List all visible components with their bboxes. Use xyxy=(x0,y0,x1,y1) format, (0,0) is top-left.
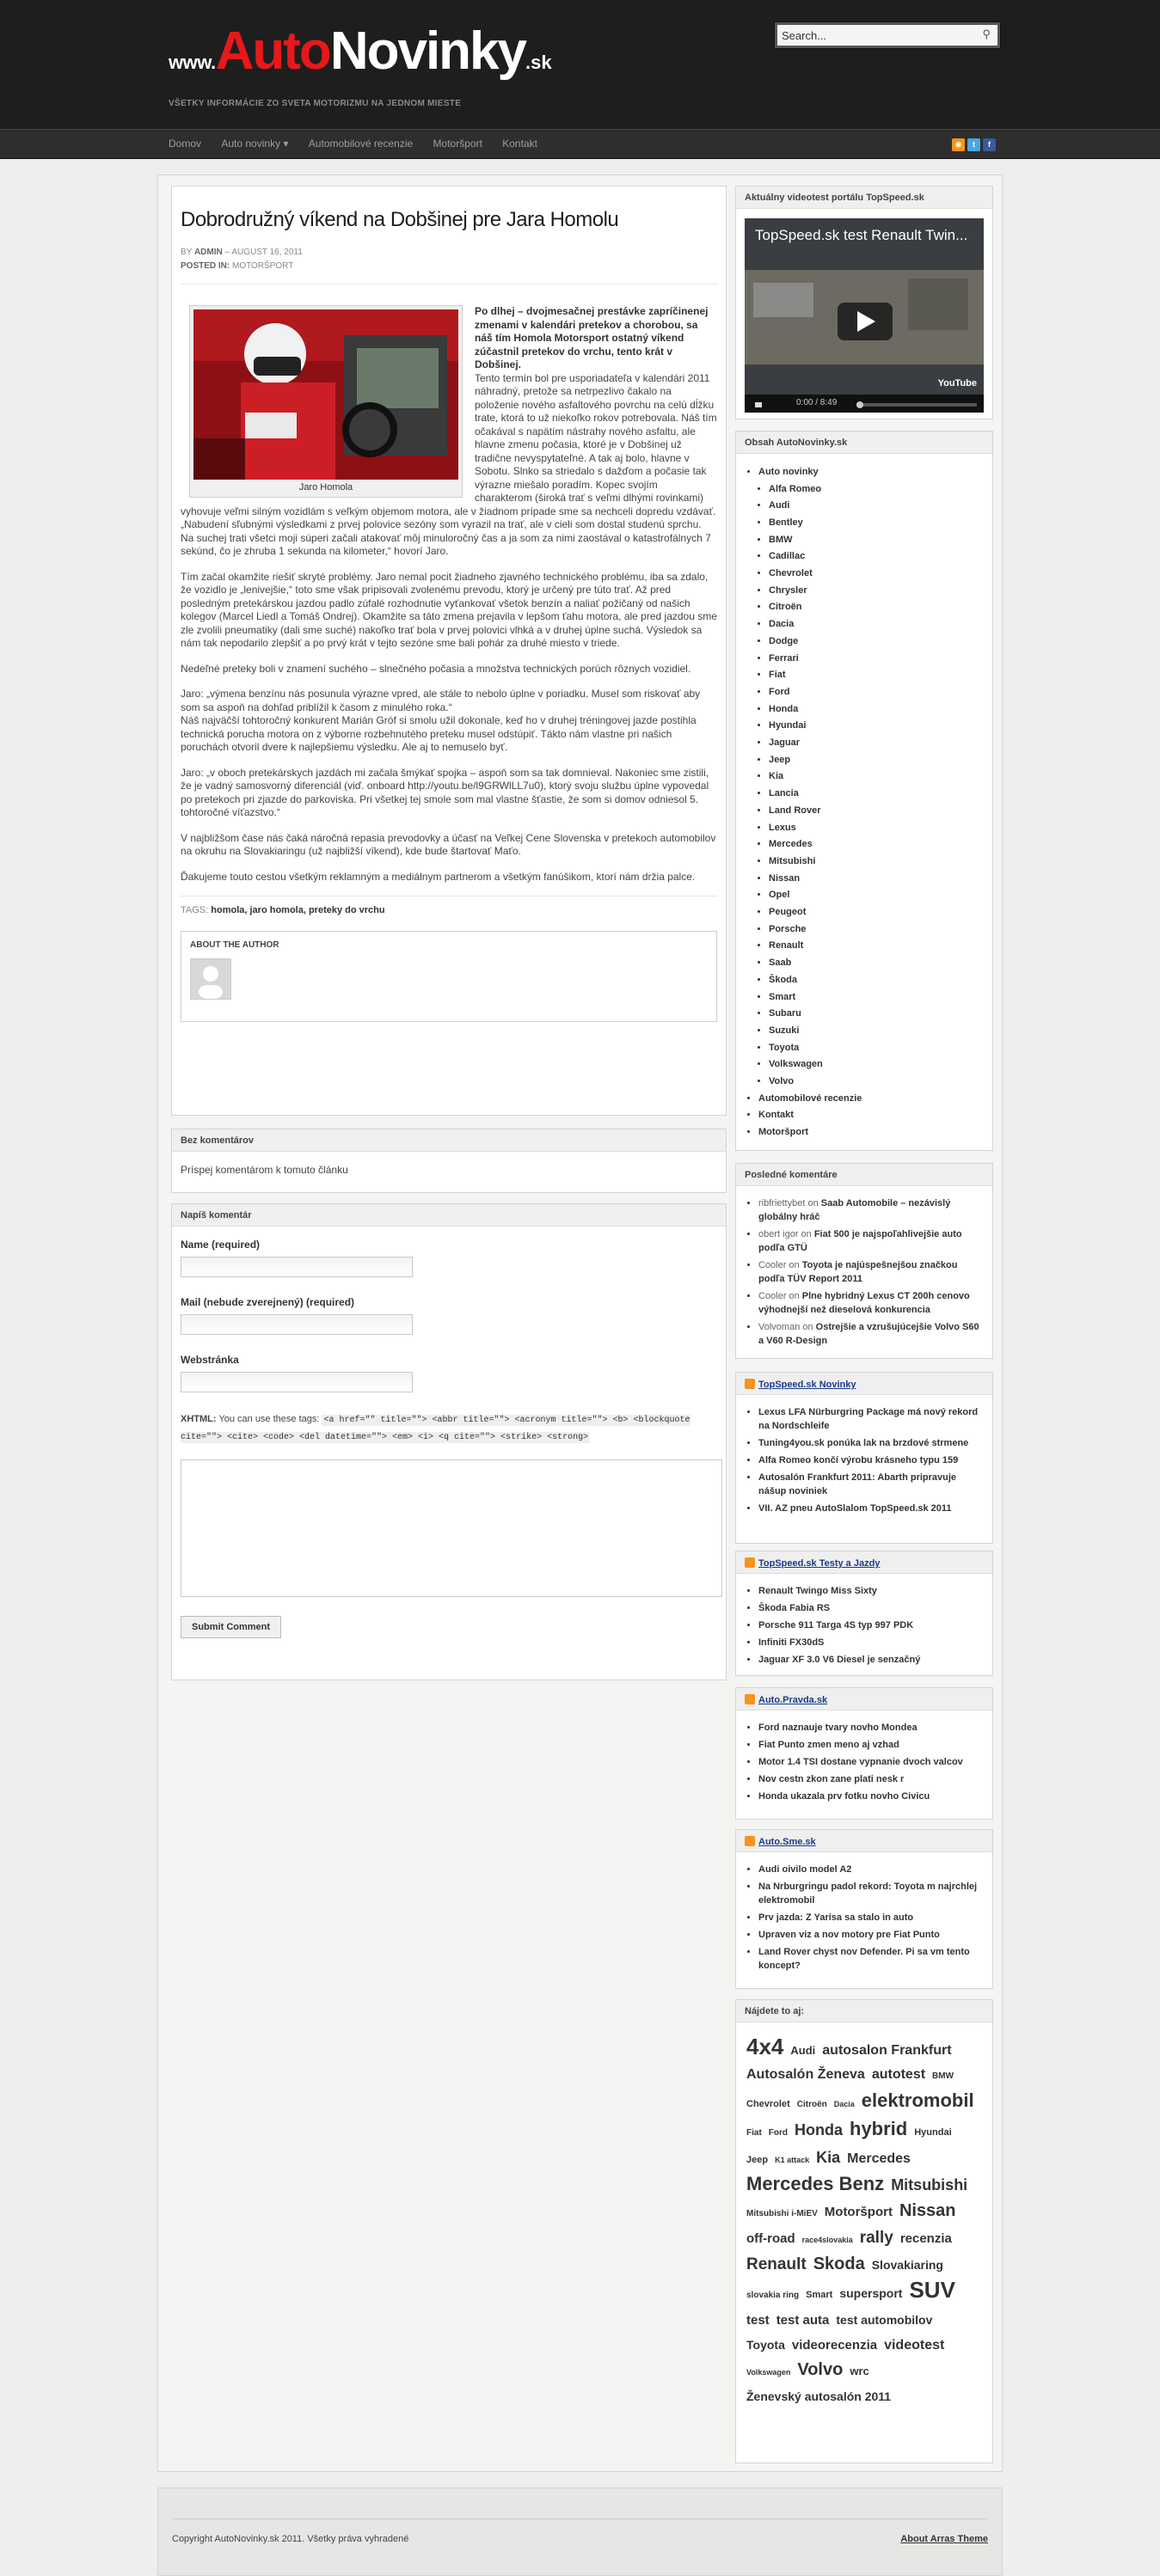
feed-item[interactable]: • Motor 1.4 TSI dostane vypnanie dvoch valcov xyxy=(758,1755,984,1769)
post-photo[interactable] xyxy=(193,309,458,480)
tag-link[interactable]: slovakia ring xyxy=(746,2291,800,2300)
recent-comment-item[interactable] xyxy=(758,1196,984,1224)
email-field[interactable] xyxy=(181,1314,413,1335)
recent-comment-item[interactable] xyxy=(758,1227,984,1255)
contents-heading: Obsah AutoNovinky.sk xyxy=(736,431,992,454)
tag-link[interactable]: Autosalón Ženeva xyxy=(746,2067,865,2082)
brand-item[interactable]: • Saab xyxy=(769,955,984,972)
post-paragraph: Jaro: „v oboch pretekárskych jazdách mi začala šmýkať spojka – aspoň som sa tak domnieval. Nakoniec sme zistili, že je vadný samosvorný diferenciál (viď. onboard http://youtu.be/l9GRWlLL7u0), ktorý svoju službu úplne vypovedal po pretekoch pri zjazde do parkoviska. Pri všetkej tej smole som mal vlastne šťastie, že som si domov odniesol 5. tohtoročné víťazstvo.“ xyxy=(181,766,709,818)
feed-widget xyxy=(735,1829,993,1989)
brand-item[interactable]: • Toyota xyxy=(769,1040,984,1057)
tag-link[interactable]: hybrid xyxy=(850,2118,908,2139)
comment-author: Cooler on xyxy=(758,1291,802,1301)
main-nav xyxy=(0,129,1160,159)
brand-item[interactable]: • Jeep xyxy=(769,752,984,769)
brand-item[interactable]: • Ford xyxy=(769,684,984,701)
feed-widget xyxy=(735,1551,993,1676)
name-field[interactable] xyxy=(181,1257,413,1277)
tag-link[interactable]: Chevrolet xyxy=(746,2099,790,2109)
feed-item[interactable]: • Alfa Romeo končí výrobu krásneho typu 159 xyxy=(758,1453,984,1467)
feed-list xyxy=(746,1721,984,1803)
tag-link[interactable]: Smart xyxy=(806,2290,833,2300)
brand-item[interactable]: • Audi xyxy=(769,498,984,515)
search-input[interactable] xyxy=(777,25,967,46)
name-label: Name (required) xyxy=(181,1239,261,1251)
comments-section xyxy=(171,1129,727,1193)
comment-post-link[interactable]: Toyota je najúspešnejšou značkou podľa TÜV Report 2011 xyxy=(758,1260,958,1284)
footer-theme-link[interactable]: About Arras Theme xyxy=(900,2534,988,2544)
tag-link[interactable]: Motoršport xyxy=(824,2205,893,2219)
brand-item[interactable]: • Alfa Romeo xyxy=(769,481,984,499)
form-heading: Napíš komentár xyxy=(172,1204,726,1227)
feed-widget xyxy=(735,1372,993,1544)
tag-link[interactable]: Ford xyxy=(768,2128,788,2138)
feed-widget xyxy=(735,1687,993,1820)
feed-item[interactable]: • Land Rover chyst nov Defender. Pi sa vm tento koncept? xyxy=(758,1945,984,1973)
social-icons xyxy=(949,138,996,151)
logo-novinky: Novinky xyxy=(329,21,526,81)
feed-item[interactable]: • Ford naznauje tvary novho Mondea xyxy=(758,1721,984,1735)
tag-link[interactable]: BMW xyxy=(932,2071,954,2081)
tagline: VŠETKY INFORMÁCIE ZO SVETA MOTORIZMU NA JEDNOM MIESTE xyxy=(169,99,462,108)
comment-textarea[interactable] xyxy=(181,1459,722,1597)
paragraph-text: Tento termín bol pre usporiadateľa v kalendári 2011 náhradný, pretože sa netrpezlivo čakalo na položenie nového asfaltového povrchu na celú dĺžku trate, ktorá to už niekoľko rokov potrebovala. Náš tím očakával s napätím nástrahy nového asfaltu, ale hlavne zmenu počasia, ktoré je v Dobšinej už tradične nevyspytateľné. A tak aj bolo, hlavne v Sobotu. Slnko sa striedalo s dažďom a počasie tak výrazne miešalo poradím. Kopec svojím charakterom (široká trať s veľmi dlhými rovinkami) vyhovuje veľmi silným vozidlám s veľkým objemom motora, ale v žiadnom prípade sme sa nechceli dopredu vzdávať. xyxy=(181,371,717,517)
brand-item[interactable]: • Mercedes xyxy=(769,836,984,854)
paragraph-text: Jaro: „výmena benzínu nás posunula výrazne vpred, ale stále to nebolo úplne v poriadku. Musel som riskovať aby som sa aspoň na dohľad priblížil k časom z minulého roka.“ xyxy=(181,688,701,713)
nav-item-motorsport[interactable]: Motoršport xyxy=(433,138,482,150)
xhtml-tags: <a href="" title=""> <abbr title=""> <acronym title=""> <b> <blockquote cite=""> <cite> <code> <del datetime=""> <em> <i> <q cite=""> <strike> <strong> xyxy=(181,1416,690,1442)
rss-icon[interactable]: ⊛ xyxy=(952,138,965,151)
site-logo[interactable] xyxy=(169,21,552,95)
tag-link[interactable]: videotest xyxy=(884,2338,945,2353)
logo-suffix: .sk xyxy=(525,52,552,73)
logo-prefix: www. xyxy=(169,52,216,73)
comment-author: Cooler on xyxy=(758,1260,802,1270)
feed-heading xyxy=(736,1830,992,1852)
feed-item[interactable]: • Renault Twingo Miss Sixty xyxy=(758,1584,984,1598)
feed-heading xyxy=(736,1551,992,1574)
brand-item[interactable]: • Peugeot xyxy=(769,904,984,921)
tag-link[interactable]: videorecenzia xyxy=(791,2338,878,2353)
brand-item[interactable]: • Land Rover xyxy=(769,803,984,820)
brand-item[interactable]: • Chevrolet xyxy=(769,566,984,583)
category-item[interactable]: • Automobilové recenzie xyxy=(758,1091,984,1108)
feed-heading xyxy=(736,1688,992,1710)
tag-cloud-widget xyxy=(735,1999,993,2463)
feed-item[interactable]: • Upraven viz a nov motory pre Fiat Punto xyxy=(758,1928,984,1942)
feed-title-link[interactable]: Auto.Sme.sk xyxy=(758,1837,816,1847)
brand-item[interactable]: • Cadillac xyxy=(769,548,984,566)
comment-author: obert igor on xyxy=(758,1229,814,1239)
recent-comments-heading: Posledné komentáre xyxy=(736,1164,992,1186)
brand-item[interactable]: • Škoda xyxy=(769,972,984,989)
video-title: TopSpeed.sk test Renault Twin... xyxy=(755,227,968,243)
brand-item[interactable]: • Honda xyxy=(769,701,984,719)
recent-comments-list xyxy=(746,1196,984,1348)
rss-icon xyxy=(745,1557,755,1568)
comments-heading: Bez komentárov xyxy=(172,1129,726,1152)
nav-item-auto-novinky[interactable] xyxy=(221,138,288,150)
search-box xyxy=(775,22,1000,48)
tag-link[interactable]: Toyota xyxy=(746,2338,785,2352)
post-lead: Po dlhej – dvojmesačnej prestávke zapríčinenej zmenami v kalendári pretekov a chorobou, sa náš tím Homola Motorsport ostatný víkend zúčastnil pretekov do vrchu, tento krát v Dobšinej. xyxy=(475,305,709,370)
nav-item-label: Auto novinky xyxy=(221,138,281,150)
youtube-logo: YouTube xyxy=(937,378,977,389)
logo-auto: Auto xyxy=(215,21,330,81)
tag-link[interactable]: Nissan xyxy=(899,2201,956,2220)
category-item[interactable]: • Kontakt xyxy=(758,1107,984,1124)
photo-caption: Jaro Homola xyxy=(298,482,353,493)
brand-item[interactable]: • Lexus xyxy=(769,820,984,837)
brand-item[interactable]: • Volvo xyxy=(769,1074,984,1091)
footer-copyright: Copyright AutoNovinky.sk 2011. Všetky práva vyhradené xyxy=(172,2534,409,2544)
tag-link[interactable]: autosalon Frankfurt xyxy=(822,2043,952,2058)
comment-author: ribfriettybet on xyxy=(758,1198,821,1208)
nav-item-domov[interactable]: Domov xyxy=(169,138,202,150)
feed-item[interactable]: • Tuning4you.sk ponúka lak na brzdové strmene xyxy=(758,1436,984,1450)
tag-link[interactable]: K1 attack xyxy=(775,2156,810,2164)
feed-list xyxy=(746,1584,984,1667)
tag-link[interactable]: race4slovakia xyxy=(801,2236,853,2244)
tag-link[interactable]: SUV xyxy=(909,2277,955,2303)
post-title[interactable]: Dobrodružný víkend na Dobšinej pre Jara Homolu xyxy=(181,208,619,231)
comment-post-link[interactable]: Fiat 500 je najspoľahlivejšie auto podľa GTÜ xyxy=(758,1229,962,1253)
tag-link[interactable]: Volvo xyxy=(797,2360,844,2379)
feed-title-link[interactable]: Auto.Pravda.sk xyxy=(758,1695,828,1705)
feed-list xyxy=(746,1863,984,1973)
feed-item[interactable]: • VII. AZ pneu AutoSlalom TopSpeed.sk 2011 xyxy=(758,1502,984,1515)
tag-link[interactable]: Mitsubishi i-MiEV xyxy=(746,2209,818,2218)
brand-item[interactable]: • Renault xyxy=(769,938,984,955)
feed-item[interactable]: • Fiat Punto zmen meno aj vzhad xyxy=(758,1738,984,1752)
tag-link[interactable]: test xyxy=(746,2313,770,2328)
video-heading: Aktuálny videotest portálu TopSpeed.sk xyxy=(736,187,992,209)
feed-title-link[interactable]: TopSpeed.sk Testy a Jazdy xyxy=(758,1558,881,1569)
comment-post-link[interactable]: Plne hybridný Lexus CT 200h cenovo výhodnejší než dieselová konkurencia xyxy=(758,1291,970,1315)
tag-link[interactable]: test auta xyxy=(776,2313,830,2328)
mail-label: Mail (nebude zverejnený) (required) xyxy=(181,1296,355,1308)
tag-link[interactable]: Fiat xyxy=(746,2128,762,2138)
author-box xyxy=(181,931,717,1022)
category-item[interactable]: • Motoršport xyxy=(758,1124,984,1141)
tag-link[interactable]: Dacia xyxy=(833,2100,855,2108)
rss-icon xyxy=(745,1379,755,1389)
tag-link[interactable]: Volkswagen xyxy=(746,2368,791,2377)
rss-icon xyxy=(745,1836,755,1846)
submit-comment-button[interactable]: Submit Comment xyxy=(181,1616,281,1638)
brand-item[interactable]: • Porsche xyxy=(769,921,984,939)
brand-item[interactable]: • Subaru xyxy=(769,1006,984,1023)
post-meta: BY ADMIN – AUGUST 16, 2011 POSTED IN: MOTORŠPORT xyxy=(181,248,303,271)
web-label: Webstránka xyxy=(181,1354,239,1366)
paragraph-text: Náš najväčší tohtoročný konkurent Marián Gróf si smolu užil dokonale, keď ho v druhej tréningovej jazde postihla technická porucha motora on z výborne rozbehnutého preteku musel odstúpiť. Tákto nám vlastne pri našich poruchách otvoril dvere k najlepšiemu výsledku. Ale aj to nemuselo byť. xyxy=(181,714,697,753)
feed-item[interactable]: • Jaguar XF 3.0 V6 Diesel je senzačný xyxy=(758,1653,984,1667)
comment-post-link[interactable]: Ostrejšie a vzrušujúcejšie Volvo S60 a V60 R-Design xyxy=(758,1322,979,1346)
category-item[interactable] xyxy=(758,464,984,1091)
tag-link[interactable]: off-road xyxy=(746,2231,795,2246)
twitter-icon[interactable]: t xyxy=(967,138,980,151)
brand-item[interactable]: • Dacia xyxy=(769,616,984,633)
post-paragraph: Tím začal okamžite riešiť skryté problémy. Jaro nemal pocit žiadneho zjavného technického problému, iba sa zdalo, že vozidlo je „lenivejšie,“ toto sme však pripisovali zvolenému prevodu, ktorý je určený pre túto trať. Až pred posledným pretekárskou jazdou padlo zúfalé rozhodnutie vyťankovať všetok benzín a naliať požičaný od našich kolegov (Marcel Liedl a Tomáš Ondrej). Okamžite sa táto zmena prejavila v lepšom ťahu motora, ale pred jazdou sme zle zvolili pneumatiky (dali sme suché) nakoľko trať bola v prvej polovici vlhká a v druhej úplne suchá. Výsledok sa nám tak nepodarilo zlepšiť a po prvý krát v tejto sezóne sme bali pohár za druhé miesto v triede. xyxy=(181,570,717,649)
paragraph-text: „Nabudení sľubnými výsledkami z prvej polovice sezóny som vyrazil na trať, ale v cieli som dostal studenú sprchu. Na suchej trati všetci moji súperi začali atakovať môj minuloročný čas a ja som za nimi zaostával o katastrofálnych 7 sekúnd, čo je zhruba 1 sekunda na kilometer,“ hovorí Jaro. xyxy=(181,518,711,557)
tag-link[interactable]: rally xyxy=(859,2229,893,2247)
post-tags xyxy=(181,896,717,915)
brand-item[interactable]: • BMW xyxy=(769,532,984,549)
brand-item[interactable]: • Suzuki xyxy=(769,1023,984,1040)
tag-link[interactable]: test automobilov xyxy=(836,2313,933,2327)
tags-label: TAGS: xyxy=(181,905,209,915)
contents-widget xyxy=(735,431,993,1151)
tag-link[interactable]: Citroën xyxy=(796,2100,827,2109)
post-category[interactable]: MOTORŠPORT xyxy=(232,261,294,271)
website-field[interactable] xyxy=(181,1372,413,1392)
tag-link[interactable]: autotest xyxy=(871,2067,926,2082)
site-header xyxy=(0,0,1160,129)
brand-item[interactable]: • Chrysler xyxy=(769,583,984,600)
feed-item[interactable]: • Infiniti FX30dS xyxy=(758,1636,984,1649)
post-figure xyxy=(189,305,463,498)
brand-list xyxy=(758,481,984,1091)
recent-comment-item[interactable] xyxy=(758,1289,984,1317)
recent-comment-item[interactable] xyxy=(758,1320,984,1348)
brand-item[interactable]: • Ferrari xyxy=(769,651,984,668)
tag-link[interactable]: supersport xyxy=(839,2286,903,2300)
feed-heading xyxy=(736,1373,992,1395)
brand-item[interactable]: • Mitsubishi xyxy=(769,854,984,871)
about-author-title: ABOUT THE AUTHOR xyxy=(190,940,279,950)
category-list xyxy=(746,464,984,1141)
comment-form xyxy=(171,1203,727,1680)
recent-comment-item[interactable] xyxy=(758,1258,984,1286)
feed-item[interactable]: • Lexus LFA Nürburgring Package má nový rekord na Nordschleife xyxy=(758,1405,984,1433)
tag-link[interactable]: Kia xyxy=(816,2149,841,2166)
brand-item[interactable]: • Bentley xyxy=(769,515,984,532)
tag-link[interactable]: elektromobil xyxy=(861,2090,974,2111)
nav-item-recenzie[interactable]: Automobilové recenzie xyxy=(308,138,414,150)
tag-link[interactable]: Audi xyxy=(790,2044,816,2057)
post-paragraph: Nedeľné preteky boli v znamení suchého – slnečného počasia a množstva technických porúch rôznych vozidiel. xyxy=(181,662,691,675)
feed-item[interactable]: • Na Nrburgringu padol rekord: Toyota m najrchlej elektromobil xyxy=(758,1880,984,1907)
tag-link[interactable]: Mercedes Benz xyxy=(746,2173,885,2194)
xhtml-note xyxy=(181,1411,717,1446)
feed-title-link[interactable]: TopSpeed.sk Novinky xyxy=(758,1380,856,1390)
tag-link[interactable]: Mitsubishi xyxy=(891,2176,968,2194)
tag-link[interactable]: Slovakiaring xyxy=(871,2258,943,2272)
post xyxy=(171,186,727,1116)
post-author[interactable]: ADMIN xyxy=(193,248,223,257)
feed-item[interactable]: • Honda ukazala prv fotku novho Civicu xyxy=(758,1790,984,1803)
brand-item[interactable]: • Citroën xyxy=(769,599,984,616)
brand-item[interactable]: • Jaguar xyxy=(769,735,984,752)
tag-link[interactable]: recenzia xyxy=(899,2231,952,2246)
xhtml-label: XHTML: xyxy=(181,1414,217,1424)
tag-link[interactable]: Hyundai xyxy=(914,2127,952,2138)
video-player[interactable] xyxy=(745,218,984,413)
category-label: Auto novinky xyxy=(758,467,819,477)
brand-item[interactable]: • Hyundai xyxy=(769,718,984,735)
feed-item[interactable]: • Škoda Fabia RS xyxy=(758,1601,984,1615)
tag-link[interactable]: 4x4 xyxy=(746,2034,784,2059)
chevron-down-icon: ▾ xyxy=(283,138,289,150)
tag-links[interactable]: homola, jaro homola, preteky do vrchu xyxy=(211,905,385,915)
post-paragraph: Ďakujeme touto cestou všetkým reklamným a mediálnym partnerom a všetkým fanúšikom, ktorí nám držia palce. xyxy=(181,870,696,883)
tag-link[interactable]: Mercedes xyxy=(847,2151,911,2166)
post-paragraph: V najbližšom čase nás čaká náročná repasia prevodovky a účasť na Veľkej Cene Slovenska v pretekoch automobilov na okruhu na Slovakiaringu (už najbližší víkend), kde bude štartovať Maťo. xyxy=(181,831,716,857)
brand-item[interactable]: • Opel xyxy=(769,887,984,904)
tag-link[interactable]: wrc xyxy=(850,2365,869,2377)
feed-item[interactable]: • Autosalón Frankfurt 2011: Abarth pripravuje nášup noviniek xyxy=(758,1471,984,1498)
footer-divider xyxy=(172,2518,988,2519)
feed-item[interactable]: • Audi oivilo model A2 xyxy=(758,1863,984,1876)
tag-link[interactable]: Honda xyxy=(795,2121,843,2139)
comment-post-link[interactable]: Saab Automobile – nezávislý globálny hráč xyxy=(758,1198,951,1222)
video-time: 0:00 / 8:49 xyxy=(796,398,838,407)
meta-posted-in: POSTED IN: xyxy=(181,261,230,271)
xhtml-text: You can use these tags: xyxy=(218,1414,320,1424)
brand-item[interactable]: • Fiat xyxy=(769,667,984,684)
feed-list xyxy=(746,1405,984,1515)
tag-cloud xyxy=(736,2022,992,2420)
brand-item[interactable]: • Smart xyxy=(769,989,984,1007)
tag-cloud-heading: Nájdete to aj: xyxy=(736,2000,992,2022)
brand-item[interactable]: • Kia xyxy=(769,768,984,786)
comment-author: Volvoman on xyxy=(758,1322,816,1332)
post-paragraph xyxy=(181,688,717,755)
facebook-icon[interactable]: f xyxy=(983,138,996,151)
avatar xyxy=(190,958,231,1000)
feed-item[interactable]: • Porsche 911 Targa 4S typ 997 PDK xyxy=(758,1618,984,1632)
feed-item[interactable]: • Prv jazda: Z Yarisa sa stalo in auto xyxy=(758,1911,984,1924)
brand-item[interactable]: • Nissan xyxy=(769,871,984,888)
tag-link[interactable]: Renault xyxy=(746,2255,807,2273)
tag-link[interactable]: Skoda xyxy=(813,2255,865,2273)
brand-item[interactable]: • Dodge xyxy=(769,633,984,651)
feed-item[interactable]: • Nov cestn zkon zane plati nesk r xyxy=(758,1772,984,1786)
site-footer xyxy=(157,2487,1003,2576)
meta-by: BY xyxy=(181,248,193,257)
nav-item-kontakt[interactable]: Kontakt xyxy=(502,138,537,150)
comments-text: Príspej komentárom k tomuto článku xyxy=(181,1164,348,1176)
tag-link[interactable]: Jeep xyxy=(746,2155,769,2165)
recent-comments-widget xyxy=(735,1163,993,1359)
rss-icon xyxy=(745,1694,755,1704)
search-icon[interactable]: ⚲ xyxy=(982,28,991,40)
brand-item[interactable]: • Lancia xyxy=(769,786,984,803)
video-widget xyxy=(735,186,993,419)
brand-item[interactable]: • Volkswagen xyxy=(769,1056,984,1074)
post-date: AUGUST 16, 2011 xyxy=(231,248,303,257)
tag-link[interactable]: Ženevský autosalón 2011 xyxy=(746,2389,892,2403)
